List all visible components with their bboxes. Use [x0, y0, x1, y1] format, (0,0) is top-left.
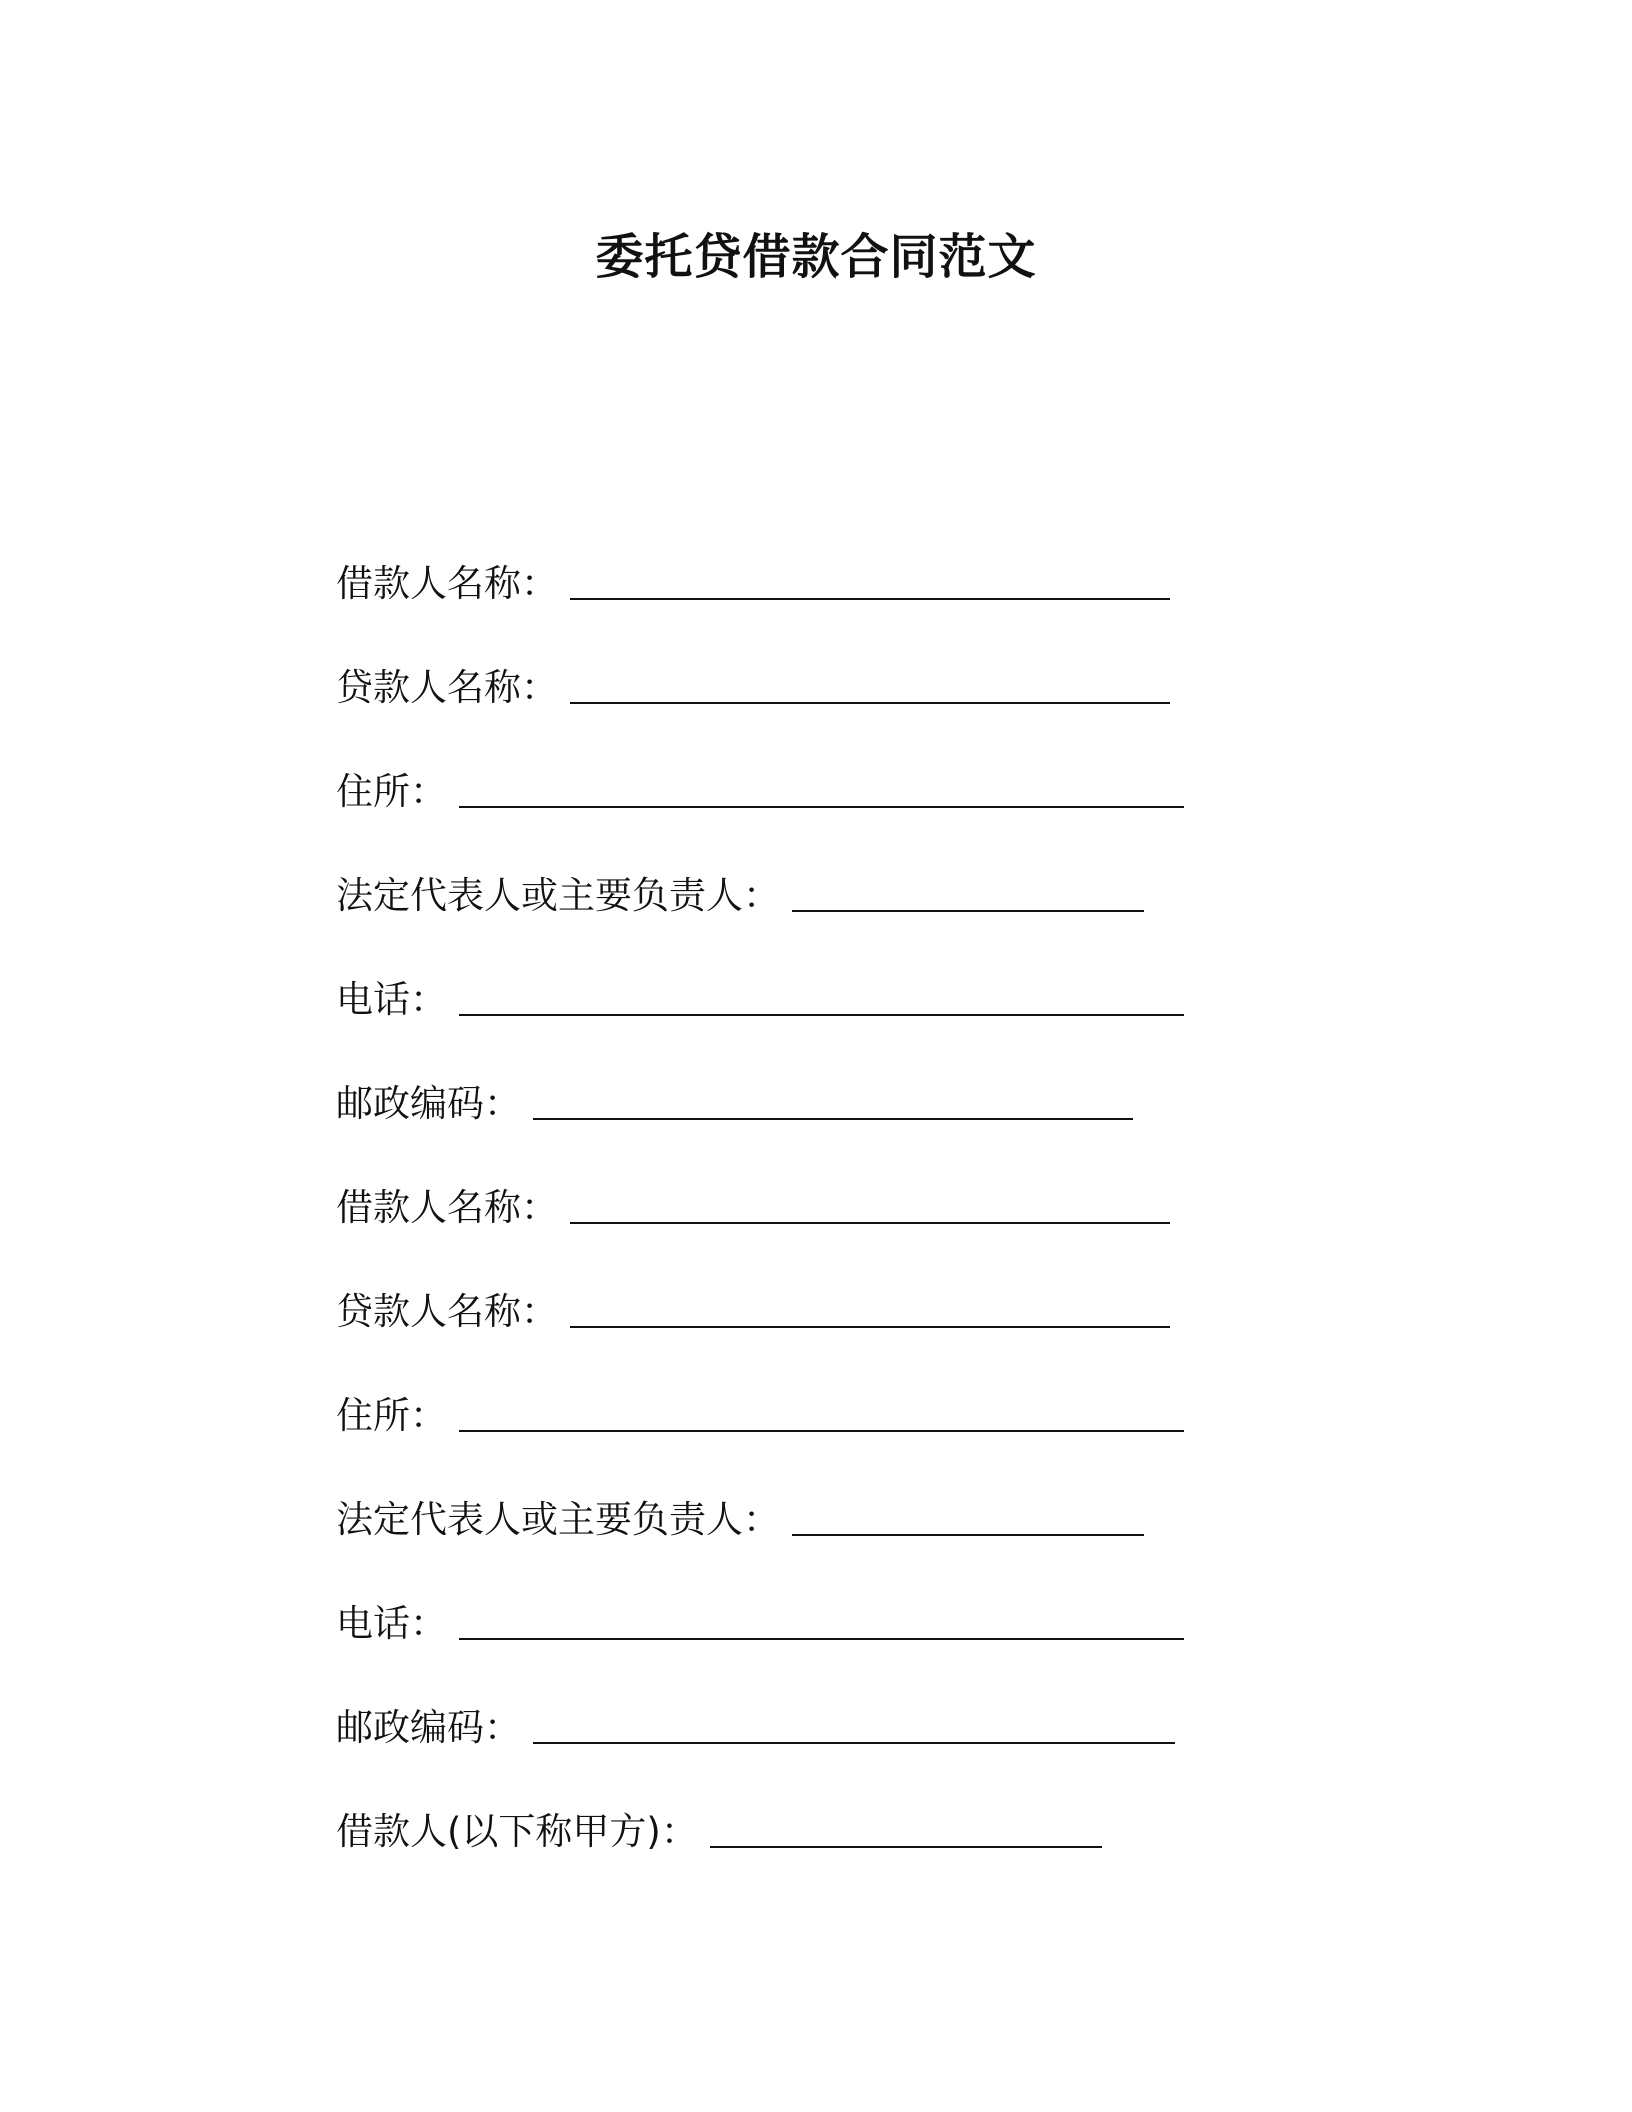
field-label: 电话	[336, 978, 410, 1021]
form-field	[336, 706, 1336, 813]
form-field	[336, 1642, 1336, 1749]
field-colon: ：	[521, 666, 558, 709]
fill-in-line[interactable]	[459, 1013, 1184, 1016]
form-field	[336, 1018, 1336, 1125]
field-label: 法定代表人或主要负责人	[336, 874, 743, 917]
field-label: 贷款人名称	[336, 1290, 521, 1333]
fill-in-line[interactable]	[792, 1533, 1144, 1536]
form-field	[336, 914, 1336, 1021]
form-field	[336, 810, 1336, 917]
field-colon: ：	[484, 1706, 521, 1749]
form-field	[336, 1538, 1336, 1645]
form-field	[336, 498, 1336, 605]
page-title: 委托贷借款合同范文	[595, 229, 1037, 285]
fill-in-line[interactable]	[792, 909, 1144, 912]
field-colon: ：	[521, 1290, 558, 1333]
field-colon: ：	[410, 770, 447, 813]
form-field	[336, 1434, 1336, 1541]
field-colon: ：	[660, 1810, 698, 1853]
field-label: 邮政编码	[336, 1082, 484, 1125]
fill-in-line[interactable]	[533, 1741, 1175, 1744]
fill-in-line[interactable]	[459, 1429, 1184, 1432]
field-label: 贷款人名称	[336, 666, 521, 709]
fill-in-line[interactable]	[570, 597, 1170, 600]
field-label: 法定代表人或主要负责人	[336, 1498, 743, 1541]
fill-in-line[interactable]	[459, 1637, 1184, 1640]
field-colon: ：	[410, 1602, 447, 1645]
field-label: 邮政编码	[336, 1706, 484, 1749]
field-label: 借款人名称	[336, 1186, 521, 1229]
fill-in-line[interactable]	[533, 1117, 1133, 1120]
form-field	[336, 602, 1336, 709]
fill-in-line[interactable]	[710, 1845, 1102, 1848]
field-colon: ：	[743, 1498, 780, 1541]
field-label: 电话	[336, 1602, 410, 1645]
field-label: 借款人名称	[336, 562, 521, 605]
field-colon: ：	[484, 1082, 521, 1125]
field-colon: ：	[410, 1394, 447, 1437]
field-label: 借款人(以下称甲方)	[336, 1810, 661, 1853]
fill-in-line[interactable]	[570, 701, 1170, 704]
field-colon: ：	[521, 562, 558, 605]
form-field	[336, 1746, 1336, 1853]
form-field	[336, 1122, 1336, 1229]
field-colon: ：	[410, 978, 447, 1021]
form-field	[336, 1226, 1336, 1333]
form-fields	[336, 498, 1336, 1853]
form-field	[336, 1330, 1336, 1437]
field-label: 住所	[336, 1394, 410, 1437]
fill-in-line[interactable]	[570, 1221, 1170, 1224]
field-colon: ：	[521, 1186, 558, 1229]
field-colon: ：	[743, 874, 780, 917]
fill-in-line[interactable]	[570, 1325, 1170, 1328]
field-label: 住所	[336, 770, 410, 813]
fill-in-line[interactable]	[459, 805, 1184, 808]
